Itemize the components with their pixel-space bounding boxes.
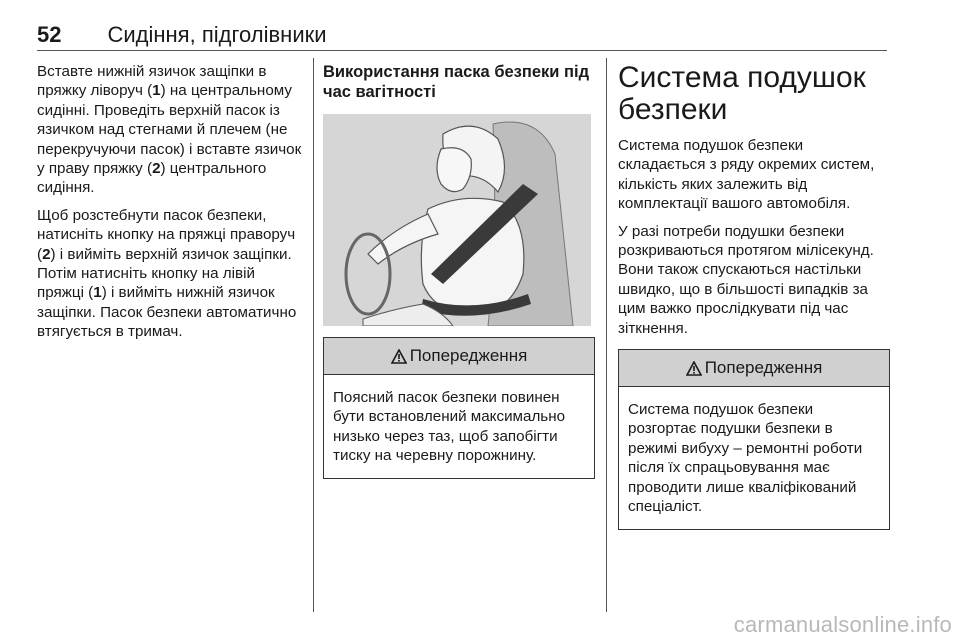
text-run: Щоб розстебнути пасок безпеки, натисніть кнопку на пряжці праворуч ( xyxy=(37,206,296,263)
warning-title xyxy=(619,350,889,387)
paragraph-airbag-deploy: У разі потреби подушки безпеки розкриваються протягом мілісекунд. Вони також спускаються настільки швидко, що в більшості випадків за цим важко прослідкувати під час зіткнення. xyxy=(618,222,874,337)
callout-number: 1 xyxy=(152,82,161,100)
section-subheading: Використання паска безпеки під час вагітності xyxy=(323,63,590,101)
text-run: ) і вийміть верхній язичок защіпки. Потім натисніть кнопку на лівій пряжці ( xyxy=(37,245,292,302)
warning-box xyxy=(323,337,595,479)
chapter-title: Сидіння, підголівники xyxy=(107,22,327,47)
column-1 xyxy=(37,62,303,350)
section-heading: Система подушок безпеки xyxy=(618,61,866,126)
header-rule xyxy=(37,50,887,51)
callout-number: 2 xyxy=(152,160,161,178)
paragraph-unfasten xyxy=(37,206,303,342)
page-header xyxy=(37,22,327,48)
warning-triangle-icon xyxy=(686,361,702,376)
warning-triangle-icon xyxy=(391,349,407,364)
text-run: ) на центральному сидінні. Проведіть верхній пасок із язичком над стегнами й плечем (не перекручуючи пасок) і вставте язичок у праву пряжку ( xyxy=(37,82,302,178)
callout-number: 2 xyxy=(42,245,51,263)
warning-body: Поясний пасок безпеки повинен бути встановлений максимально низько через таз, щоб запобігти тиску на черевну порожнину. xyxy=(333,389,566,465)
warning-title-text: Попередження xyxy=(409,346,528,365)
text-run: ) центрального сидіння. xyxy=(37,160,267,197)
warning-title xyxy=(324,338,594,375)
warning-box xyxy=(618,349,890,529)
paragraph-airbag-system: Система подушок безпеки складається з ряду окремих систем, кількість яких залежить від комплектації вашого автомобіля. xyxy=(618,137,875,213)
pregnant-seatbelt-illustration xyxy=(323,114,591,326)
text-run: ) і вийміть нижній язичок защіпки. Пасок безпеки автоматично втягується в тримач. xyxy=(37,284,297,341)
column-2 xyxy=(323,62,595,479)
text-run: Вставте нижній язичок защіпки в пряжку ліворуч ( xyxy=(37,63,267,100)
paragraph-fasten xyxy=(37,62,303,198)
column-divider xyxy=(313,58,314,612)
page-number: 52 xyxy=(37,22,62,47)
watermark: carmanualsonline.info xyxy=(733,612,952,637)
warning-title-text: Попередження xyxy=(704,358,823,378)
column-3 xyxy=(618,62,890,530)
warning-body: Система подушок безпеки розгортає подушки безпеки в режимі вибуху – ремонтні роботи після їх спрацьовування має проводити лише кваліфікований спеціаліст. xyxy=(628,401,863,516)
column-divider xyxy=(606,58,607,612)
pregnant-woman-seatbelt-image xyxy=(323,114,591,326)
callout-number: 1 xyxy=(93,284,102,302)
